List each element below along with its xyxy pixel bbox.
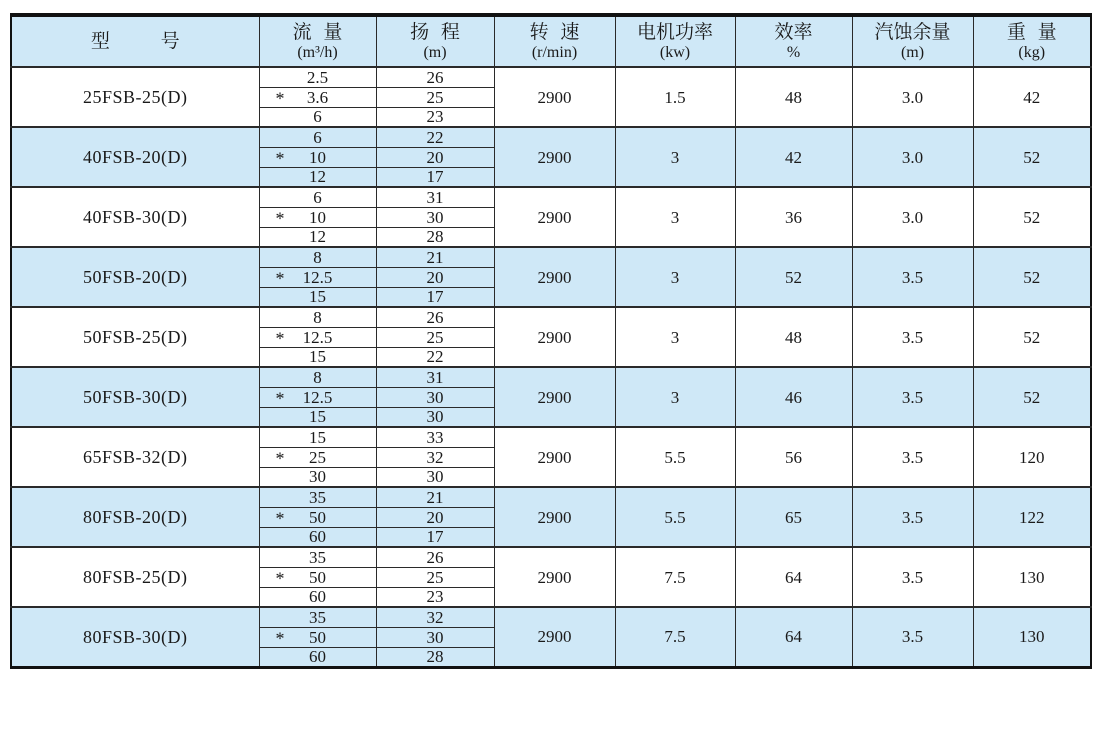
head-cell: 23 (376, 107, 494, 127)
flow-value: 12.5 (302, 327, 333, 347)
flow-value: 3.6 (306, 87, 329, 107)
speed-cell: 2900 (494, 367, 615, 427)
weight-cell: 52 (973, 307, 1091, 367)
power-cell: 3 (615, 187, 735, 247)
pump-specs-table-container (10, 13, 1092, 669)
flow-value: 15 (309, 407, 326, 427)
rated-point-marker: * (275, 388, 285, 407)
speed-cell: 2900 (494, 67, 615, 127)
weight-cell: 52 (973, 127, 1091, 187)
head-cell: 33 (376, 427, 494, 447)
table-row (11, 307, 1091, 327)
col-header-efficiency-unit: % (786, 43, 801, 61)
model-cell: 50FSB-25(D) (11, 307, 259, 367)
table-row (11, 367, 1091, 387)
power-cell: 3 (615, 127, 735, 187)
table-row (11, 607, 1091, 627)
speed-cell: 2900 (494, 247, 615, 307)
flow-value: 15 (309, 287, 326, 307)
flow-value: 8 (313, 307, 322, 327)
col-header-npsh-unit: (m) (900, 43, 925, 61)
flow-cell (259, 67, 376, 87)
table-row (11, 67, 1091, 87)
head-cell: 17 (376, 287, 494, 307)
head-cell: 21 (376, 487, 494, 507)
flow-cell (259, 247, 376, 267)
col-header-npsh (852, 15, 973, 67)
npsh-cell: 3.5 (852, 427, 973, 487)
flow-value: 12.5 (302, 387, 333, 407)
speed-cell: 2900 (494, 487, 615, 547)
rated-point-marker: * (275, 568, 285, 587)
col-header-head-label: 扬 程 (410, 22, 460, 44)
head-cell: 30 (376, 627, 494, 647)
flow-value: 2.5 (306, 67, 329, 87)
col-header-power-unit: (kw) (659, 43, 691, 61)
power-cell: 5.5 (615, 487, 735, 547)
rated-point-marker: * (275, 208, 285, 227)
efficiency-cell: 65 (735, 487, 852, 547)
col-header-head (376, 15, 494, 67)
head-cell: 25 (376, 327, 494, 347)
head-cell: 21 (376, 247, 494, 267)
col-header-efficiency (735, 15, 852, 67)
flow-cell (259, 627, 376, 647)
model-cell: 50FSB-30(D) (11, 367, 259, 427)
flow-cell (259, 287, 376, 307)
flow-cell (259, 87, 376, 107)
flow-value: 12.5 (302, 267, 333, 287)
flow-cell (259, 647, 376, 667)
head-cell: 23 (376, 587, 494, 607)
flow-cell (259, 527, 376, 547)
flow-value: 60 (309, 587, 326, 607)
flow-value: 35 (309, 607, 326, 627)
head-cell: 20 (376, 267, 494, 287)
flow-cell (259, 567, 376, 587)
rated-point-marker: * (275, 328, 285, 347)
head-cell: 30 (376, 467, 494, 487)
flow-value: 25 (309, 447, 326, 467)
efficiency-cell: 42 (735, 127, 852, 187)
flow-cell (259, 367, 376, 387)
speed-cell: 2900 (494, 127, 615, 187)
model-cell: 65FSB-32(D) (11, 427, 259, 487)
head-cell: 28 (376, 647, 494, 667)
col-header-model (11, 15, 259, 67)
flow-value: 6 (313, 107, 322, 127)
flow-value: 15 (309, 427, 326, 447)
speed-cell: 2900 (494, 607, 615, 667)
col-header-power-label: 电机功率 (636, 22, 713, 44)
flow-value: 15 (309, 347, 326, 367)
efficiency-cell: 64 (735, 607, 852, 667)
flow-value: 35 (309, 487, 326, 507)
power-cell: 3 (615, 367, 735, 427)
col-header-flow-label: 流 量 (292, 22, 343, 44)
model-cell: 80FSB-30(D) (11, 607, 259, 667)
weight-cell: 120 (973, 427, 1091, 487)
flow-cell (259, 307, 376, 327)
head-cell: 28 (376, 227, 494, 247)
efficiency-cell: 46 (735, 367, 852, 427)
efficiency-cell: 56 (735, 427, 852, 487)
speed-cell: 2900 (494, 547, 615, 607)
power-cell: 5.5 (615, 427, 735, 487)
flow-cell (259, 187, 376, 207)
flow-value: 10 (309, 207, 326, 227)
flow-cell (259, 167, 376, 187)
flow-cell (259, 107, 376, 127)
flow-value: 6 (313, 127, 322, 147)
power-cell: 3 (615, 307, 735, 367)
flow-value: 60 (309, 527, 326, 547)
head-cell: 30 (376, 387, 494, 407)
col-header-flow-unit: (m³/h) (297, 43, 338, 61)
flow-cell (259, 227, 376, 247)
flow-cell (259, 127, 376, 147)
col-header-weight-unit: (kg) (1018, 43, 1046, 61)
npsh-cell: 3.5 (852, 307, 973, 367)
power-cell: 7.5 (615, 547, 735, 607)
table-header-row (11, 15, 1091, 67)
model-cell: 25FSB-25(D) (11, 67, 259, 127)
weight-cell: 52 (973, 247, 1091, 307)
head-cell: 22 (376, 347, 494, 367)
flow-value: 12 (309, 167, 326, 187)
head-cell: 17 (376, 527, 494, 547)
model-cell: 40FSB-20(D) (11, 127, 259, 187)
model-cell: 50FSB-20(D) (11, 247, 259, 307)
weight-cell: 130 (973, 547, 1091, 607)
col-header-npsh-label: 汽蚀余量 (874, 22, 951, 44)
flow-value: 60 (309, 647, 326, 666)
rated-point-marker: * (275, 508, 285, 527)
flow-cell (259, 347, 376, 367)
head-cell: 31 (376, 367, 494, 387)
flow-value: 50 (309, 627, 326, 647)
head-cell: 25 (376, 87, 494, 107)
flow-value: 35 (309, 547, 326, 567)
speed-cell: 2900 (494, 187, 615, 247)
flow-cell (259, 447, 376, 467)
flow-value: 6 (313, 187, 322, 207)
efficiency-cell: 48 (735, 67, 852, 127)
rated-point-marker: * (275, 448, 285, 467)
flow-cell (259, 487, 376, 507)
col-header-power (615, 15, 735, 67)
weight-cell: 122 (973, 487, 1091, 547)
flow-cell (259, 607, 376, 627)
head-cell: 30 (376, 407, 494, 427)
efficiency-cell: 36 (735, 187, 852, 247)
table-row (11, 487, 1091, 507)
speed-cell: 2900 (494, 307, 615, 367)
weight-cell: 42 (973, 67, 1091, 127)
head-cell: 30 (376, 207, 494, 227)
rated-point-marker: * (275, 628, 285, 647)
col-header-weight-label: 重 量 (1006, 22, 1057, 44)
flow-cell (259, 507, 376, 527)
npsh-cell: 3.5 (852, 247, 973, 307)
speed-cell: 2900 (494, 427, 615, 487)
power-cell: 7.5 (615, 607, 735, 667)
col-header-efficiency-label: 效率 (774, 22, 813, 44)
flow-value: 8 (313, 247, 322, 267)
npsh-cell: 3.5 (852, 367, 973, 427)
weight-cell: 52 (973, 367, 1091, 427)
weight-cell: 52 (973, 187, 1091, 247)
npsh-cell: 3.0 (852, 67, 973, 127)
npsh-cell: 3.5 (852, 607, 973, 667)
head-cell: 26 (376, 547, 494, 567)
model-cell: 80FSB-25(D) (11, 547, 259, 607)
col-header-speed-label: 转 速 (529, 22, 580, 44)
rated-point-marker: * (275, 88, 285, 107)
head-cell: 25 (376, 567, 494, 587)
flow-value: 50 (309, 567, 326, 587)
flow-cell (259, 387, 376, 407)
flow-value: 10 (309, 147, 326, 167)
npsh-cell: 3.5 (852, 547, 973, 607)
head-cell: 20 (376, 507, 494, 527)
flow-cell (259, 327, 376, 347)
model-cell: 80FSB-20(D) (11, 487, 259, 547)
flow-cell (259, 547, 376, 567)
weight-cell: 130 (973, 607, 1091, 667)
rated-point-marker: * (275, 148, 285, 167)
col-header-head-unit: (m) (423, 43, 447, 61)
efficiency-cell: 48 (735, 307, 852, 367)
flow-cell (259, 207, 376, 227)
head-cell: 32 (376, 447, 494, 467)
flow-value: 8 (313, 367, 322, 387)
table-row (11, 247, 1091, 267)
col-header-speed-unit: (r/min) (531, 43, 578, 61)
power-cell: 3 (615, 247, 735, 307)
table-row (11, 127, 1091, 147)
head-cell: 22 (376, 127, 494, 147)
flow-cell (259, 427, 376, 447)
pump-specs-table (10, 13, 1092, 669)
table-row (11, 427, 1091, 447)
rated-point-marker: * (275, 268, 285, 287)
head-cell: 31 (376, 187, 494, 207)
head-cell: 26 (376, 67, 494, 87)
model-cell: 40FSB-30(D) (11, 187, 259, 247)
col-header-speed (494, 15, 615, 67)
col-header-weight (973, 15, 1091, 67)
flow-cell (259, 267, 376, 287)
col-header-model-label: 型 号 (90, 30, 180, 52)
table-row (11, 547, 1091, 567)
table-body (11, 67, 1091, 667)
head-cell: 32 (376, 607, 494, 627)
npsh-cell: 3.0 (852, 187, 973, 247)
power-cell: 1.5 (615, 67, 735, 127)
flow-cell (259, 587, 376, 607)
flow-cell (259, 147, 376, 167)
flow-cell (259, 407, 376, 427)
flow-value: 30 (309, 467, 326, 487)
npsh-cell: 3.5 (852, 487, 973, 547)
col-header-flow (259, 15, 376, 67)
efficiency-cell: 52 (735, 247, 852, 307)
head-cell: 20 (376, 147, 494, 167)
efficiency-cell: 64 (735, 547, 852, 607)
flow-value: 50 (309, 507, 326, 527)
head-cell: 17 (376, 167, 494, 187)
head-cell: 26 (376, 307, 494, 327)
flow-value: 12 (309, 227, 326, 247)
table-row (11, 187, 1091, 207)
npsh-cell: 3.0 (852, 127, 973, 187)
flow-cell (259, 467, 376, 487)
